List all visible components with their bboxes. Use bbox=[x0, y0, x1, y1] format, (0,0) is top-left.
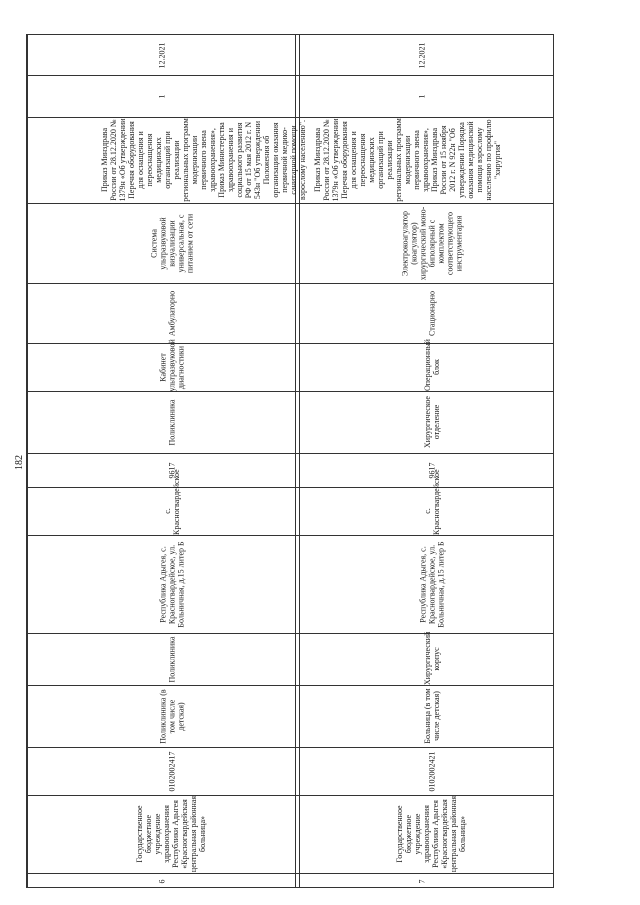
cell-care-type: Амбулаторно bbox=[167, 290, 177, 336]
cell-facility-type: Больница (в том числе детская) bbox=[423, 688, 441, 744]
cell-care-type: Стационарно bbox=[427, 290, 437, 336]
cell-standard: Приказ Минздрава России от 28.12.2020 № 1379н «Об утверждении Перечня оборудования для оснащения и переоснащения медицинских организаций при реализации региональных программ модернизации первичного звена здравоохранения», Приказ Минздрава России от 15 ноября 2012 г. N 922н "Об утверждении Порядка оказания медицинской помощи взрослому населению по профилю "хирургия" bbox=[312, 118, 502, 202]
cell-room: Операционный блок bbox=[423, 339, 441, 391]
cell-facility-type: Поликлиника (в том числе детская) bbox=[158, 688, 186, 744]
cell-settlement: с. Красногвардейское bbox=[163, 469, 181, 535]
cell-qty: 1 bbox=[157, 94, 167, 98]
cell-date: 12.2021 bbox=[157, 42, 167, 68]
cell-standard: Приказ Минздрава России от 28.12.2020 № 1379н «Об утверждении Перечня оборудования для оснащения и переоснащения медицинских организаций при реализации региональных программ модернизации первичного звена здравоохранения», Приказ Министерства здравоохранения и социального развития РФ от 15 мая 2012 г. N 543н "Об утверждении Положения об организации оказания первичной медико-санитарной помощи взрослому населению". bbox=[99, 118, 307, 202]
cell-building: Хирургический корпус bbox=[423, 631, 441, 685]
cell-settlement: с. Красногвардейское bbox=[423, 469, 441, 535]
cell-date: 12.2021 bbox=[417, 42, 427, 68]
cell-dept: Хирургическое отделение bbox=[423, 396, 441, 448]
cell-code: 0102002417 bbox=[167, 751, 177, 791]
cell-building: Поликлиника bbox=[167, 636, 177, 682]
cell-address: Республика Адыгея, с. Красногвардейское, ул. Больничная, д.15 литер Б bbox=[418, 540, 446, 628]
cell-equipment: Электрокоагулятор (коагулятор) хирургический моно- биполярный с комплектом соответствующего инструментария bbox=[400, 206, 464, 280]
cell-num: 6 bbox=[157, 879, 167, 883]
cell-dept: Поликлиника bbox=[167, 399, 177, 445]
page-number: 182 bbox=[14, 455, 25, 470]
cell-org: Государственное бюджетное учреждение здравоохранения Республики Адыгея «Красногвардейская центральная районная больница» bbox=[395, 795, 467, 873]
cell-num: 7 bbox=[417, 879, 427, 883]
cell-qty: 1 bbox=[417, 94, 427, 98]
cell-oktmo: 9617 bbox=[427, 462, 437, 478]
cell-oktmo: 9617 bbox=[167, 462, 177, 478]
equipment-table bbox=[26, 34, 554, 888]
cell-address: Республика Адыгея, с. Красногвардейское, ул. Больничная, д.15 литер Б bbox=[158, 540, 186, 628]
cell-room: Кабинет ультразвуковой диагностики bbox=[158, 338, 186, 391]
cell-org: Государственное бюджетное учреждение здравоохранения Республики Адыгея «Красногвардейская центральная районная больница» bbox=[135, 795, 207, 873]
cell-equipment: Система ультразвуковой визуализации универсальная, с питанием от сети bbox=[149, 213, 195, 273]
cell-code: 0102002421 bbox=[427, 751, 437, 791]
